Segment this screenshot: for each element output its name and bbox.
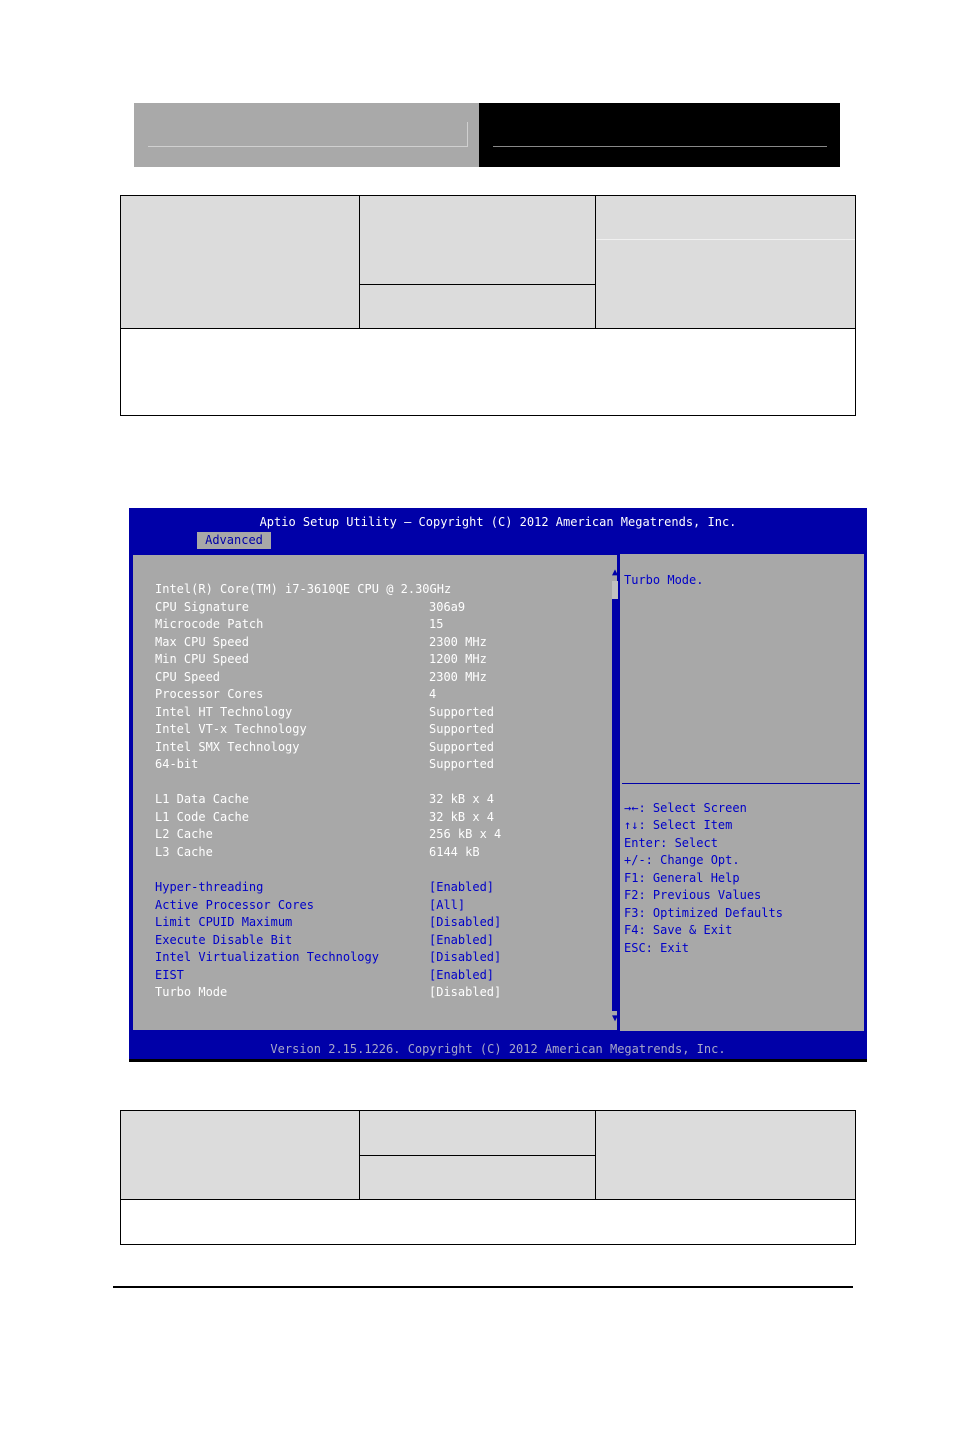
key-hint: Enter: Select	[624, 836, 718, 850]
info-label: L1 Data Cache	[155, 792, 249, 806]
key-hint: F3: Optimized Defaults	[624, 906, 783, 920]
info-label: Min CPU Speed	[155, 652, 249, 666]
table-cell	[596, 240, 855, 328]
option-label: Execute Disable Bit	[155, 933, 293, 947]
option-label: Turbo Mode	[155, 985, 228, 999]
bios-settings-panel	[132, 554, 618, 1031]
option-label: Hyper-threading	[155, 880, 264, 894]
scroll-up-icon[interactable]: ▲	[611, 567, 619, 578]
info-label: CPU Speed	[155, 670, 221, 684]
option-label: Limit CPUID Maximum	[155, 915, 293, 929]
bios-footer: Version 2.15.1226. Copyright (C) 2012 American Megatrends, Inc.	[129, 1039, 867, 1059]
table-cell	[121, 196, 359, 328]
info-value: Supported	[429, 757, 495, 771]
info-value: Supported	[429, 740, 495, 754]
header-banner-right	[479, 103, 840, 167]
info-value: 6144 kB	[429, 845, 480, 859]
info-value: 15	[429, 617, 444, 631]
table-divider	[121, 1199, 855, 1200]
info-label: L2 Cache	[155, 827, 213, 841]
option-value[interactable]: [Disabled]	[429, 950, 502, 964]
option-table-bottom	[120, 1110, 856, 1245]
info-label: 64-bit	[155, 757, 199, 771]
bios-title: Aptio Setup Utility – Copyright (C) 2012 American Megatrends, Inc.	[259, 515, 737, 529]
option-value[interactable]: [Disabled]	[429, 985, 502, 999]
table-divider	[359, 196, 360, 328]
bios-help-panel	[620, 554, 864, 1031]
info-label: CPU Signature	[155, 600, 249, 614]
info-value: 1200 MHz	[429, 652, 487, 666]
table-cell	[596, 196, 855, 239]
key-hint: ESC: Exit	[624, 941, 690, 955]
key-hint: F1: General Help	[624, 871, 740, 885]
option-label: Intel Virtualization Technology	[155, 950, 379, 964]
info-value: Supported	[429, 722, 495, 736]
info-label: Processor Cores	[155, 687, 264, 701]
info-label: Intel VT-x Technology	[155, 722, 307, 736]
info-value: 32 kB x 4	[429, 792, 495, 806]
table-divider	[596, 239, 855, 240]
info-label: L1 Code Cache	[155, 810, 249, 824]
info-label: Intel SMX Technology	[155, 740, 300, 754]
option-value[interactable]: [Enabled]	[429, 880, 495, 894]
info-value: 256 kB x 4	[429, 827, 502, 841]
info-value: 2300 MHz	[429, 670, 487, 684]
option-value[interactable]: [Enabled]	[429, 933, 495, 947]
table-cell	[360, 285, 595, 328]
table-divider	[595, 1111, 596, 1199]
table-divider	[360, 1155, 595, 1156]
scroll-track[interactable]	[612, 581, 618, 1011]
info-label: Intel(R) Core(TM) i7-3610QE CPU @ 2.30GHz	[155, 582, 452, 596]
option-label: EIST	[155, 968, 184, 982]
help-text: Turbo Mode.	[624, 573, 704, 587]
table-cell	[360, 196, 595, 284]
option-table-top	[120, 195, 856, 416]
page-footer-rule	[113, 1286, 853, 1288]
key-hint: F2: Previous Values	[624, 888, 762, 902]
tab-advanced[interactable]: Advanced	[197, 532, 271, 549]
option-value[interactable]: [Enabled]	[429, 968, 495, 982]
header-rule	[148, 146, 468, 147]
bios-title-bar	[129, 508, 867, 549]
key-hint: ↑↓: Select Item	[624, 818, 733, 832]
info-label: Microcode Patch	[155, 617, 264, 631]
key-hint: →←: Select Screen	[624, 801, 747, 815]
info-value: 4	[429, 687, 437, 701]
info-value: 2300 MHz	[429, 635, 487, 649]
table-cell	[360, 1111, 595, 1155]
info-label: Max CPU Speed	[155, 635, 249, 649]
scroll-thumb[interactable]	[612, 581, 618, 599]
header-rule	[493, 146, 827, 147]
option-label: Active Processor Cores	[155, 898, 314, 912]
table-divider	[121, 328, 855, 329]
info-label: L3 Cache	[155, 845, 213, 859]
header-rule	[467, 122, 468, 147]
table-cell	[121, 1111, 359, 1199]
table-divider	[595, 196, 596, 328]
table-cell	[360, 1156, 595, 1199]
option-value[interactable]: [All]	[429, 898, 466, 912]
scrollbar[interactable]	[611, 567, 619, 1025]
info-value: 32 kB x 4	[429, 810, 495, 824]
bios-body	[129, 549, 867, 1039]
header-banner-left	[134, 103, 479, 167]
scroll-down-icon[interactable]: ▼	[611, 1013, 619, 1024]
info-value: Supported	[429, 705, 495, 719]
option-value[interactable]: [Disabled]	[429, 915, 502, 929]
bios-screenshot	[129, 508, 867, 1062]
info-label: Intel HT Technology	[155, 705, 293, 719]
table-divider	[360, 284, 595, 285]
help-divider	[622, 783, 860, 784]
info-value: 306a9	[429, 600, 466, 614]
table-cell	[596, 1111, 855, 1199]
key-hint: F4: Save & Exit	[624, 923, 733, 937]
key-hint: +/-: Change Opt.	[624, 853, 740, 867]
